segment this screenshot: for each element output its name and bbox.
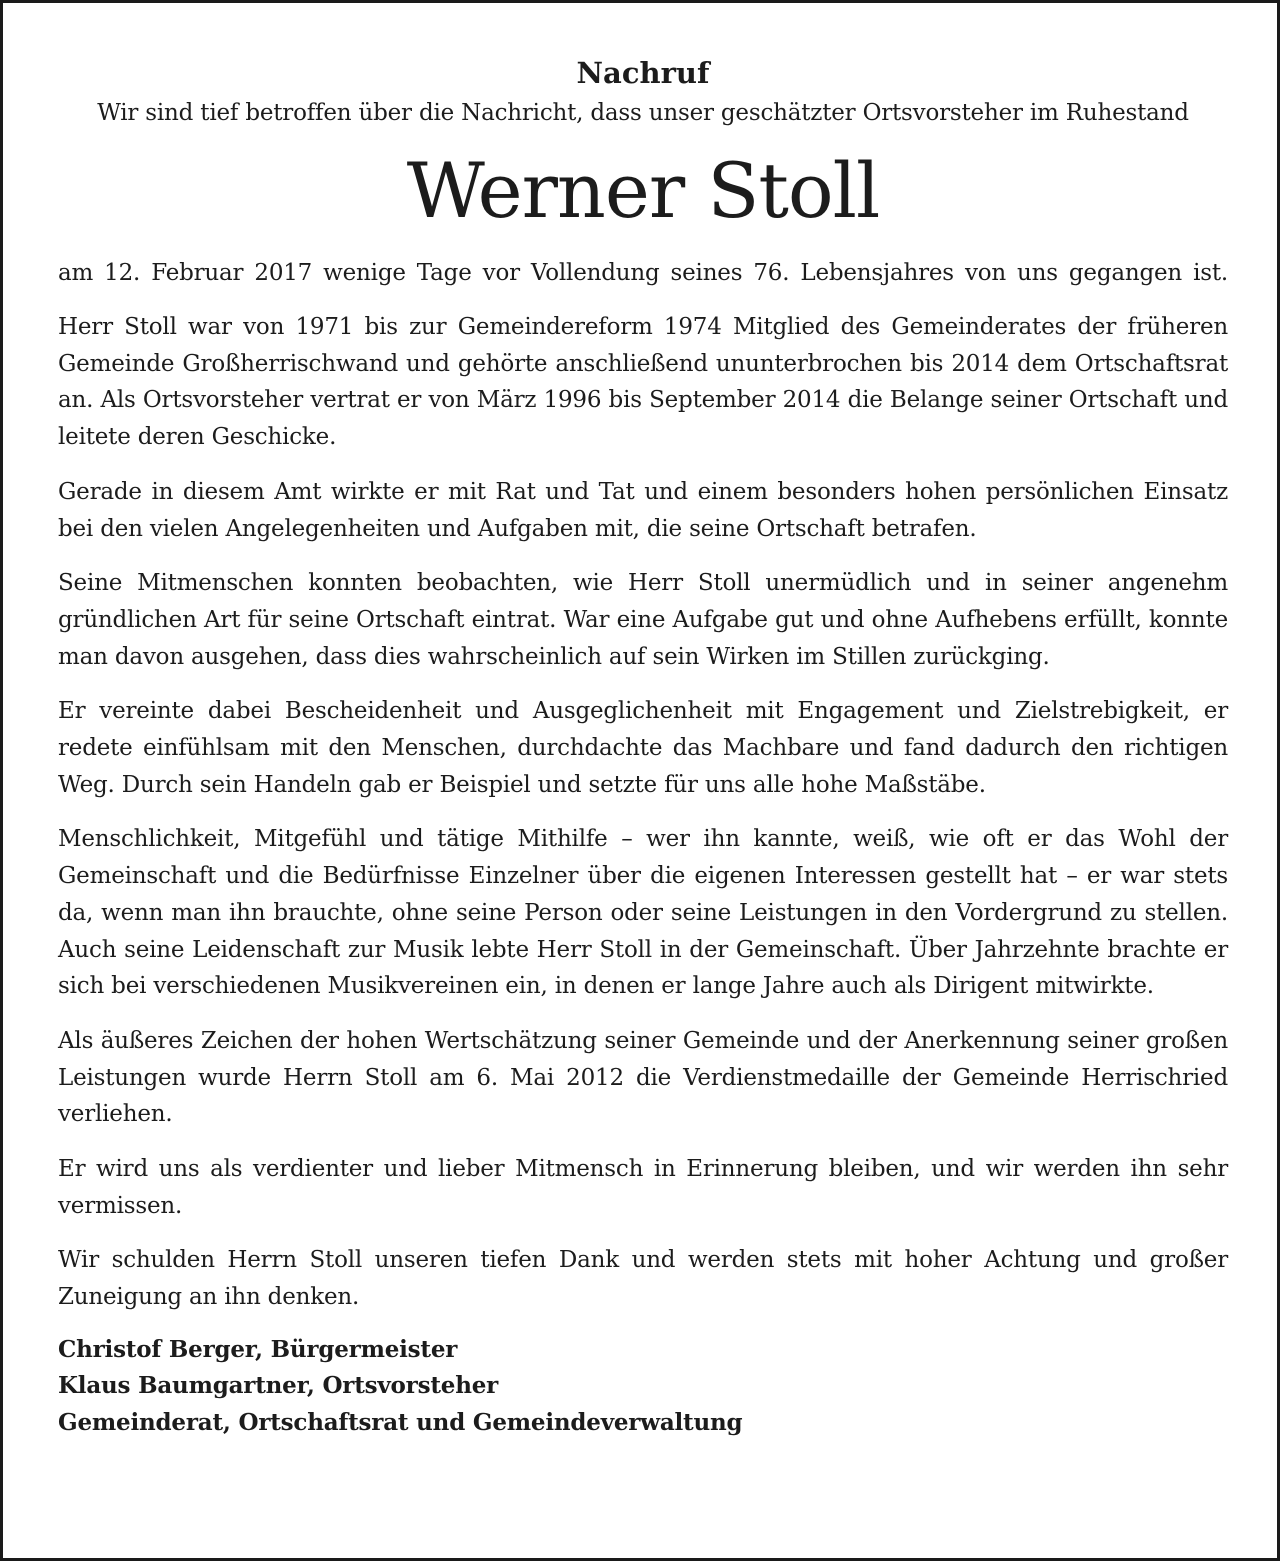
paragraph-character: Er vereinte dabei Bescheidenheit und Ausgeglichenheit mit Engagement und Zielstrebigkeit, er redete einfühlsam mit den Menschen, durchdachte das Machbare und fand dadurch den richtigen Weg. Durch sein Handeln gab er Beispiel und setzte für uns alle hohe Maßstäbe. <box>58 698 1228 798</box>
paragraph-medal: Als äußeres Zeichen der hohen Wertschätzung seiner Gemeinde und der Anerkennung seiner großen Leistungen wurde Herrn Stoll am 6. Mai 2012 die Verdienstmedaille der Gemeinde Herrischried verliehen. <box>58 1027 1228 1128</box>
signature-local-chief: Klaus Baumgartner, Ortsvorsteher <box>58 1372 499 1400</box>
signature-mayor: Christof Berger, Bürgermeister <box>58 1335 458 1363</box>
paragraph-dedication: Seine Mitmenschen konnten beobachten, wie Herr Stoll unermüdlich und in seiner angenehm gründlichen Art für seine Ortschaft eintrat. War eine Aufgabe gut und ohne Aufhebens erfüllt, konnte man davon ausgehen, dass dies wahrscheinlich auf sein Wirken im Stillen zurückging. <box>58 570 1228 670</box>
signature-councils: Gemeinderat, Ortschaftsrat und Gemeindeverwaltung <box>58 1408 743 1436</box>
obituary-content <box>58 53 1228 1441</box>
paragraph-gratitude: Wir schulden Herrn Stoll unseren tiefen Dank und werden stets mit hoher Achtung und großer Zuneigung an ihn denken. <box>58 1247 1228 1311</box>
deceased-name: Werner Stoll <box>406 146 880 235</box>
paragraph-humanity: Menschlichkeit, Mitgefühl und tätige Mithilfe – wer ihn kannte, weiß, wie oft er das Wohl der Gemeinschaft und die Bedürfnisse Einzelner über die eigenen Interessen gestellt hat – er war stets da, wenn man ihn brauchte, ohne seine Person oder seine Leistungen in den Vordergrund zu stellen. Auch seine Leidenschaft zur Musik lebte Herr Stoll in der Gemeinschaft. Über Jahrzehnte brachte er sich bei verschiedenen Musikvereinen ein, in denen er lange Jahre auch als Dirigent mitwirkte. <box>58 826 1228 1000</box>
notice-heading: Nachruf <box>576 56 710 90</box>
notice-lead: am 12. Februar 2017 wenige Tage vor Vollendung seines 76. Lebensjahres von uns gegangen ist. <box>58 260 1228 286</box>
paragraph-career: Herr Stoll war von 1971 bis zur Gemeindereform 1974 Mitglied des Gemeinderates der früheren Gemeinde Großherrischwand und gehörte anschließend ununterbrochen bis 2014 dem Ortschaftsrat an. Als Ortsvorsteher vertrat er von März 1996 bis September 2014 die Belange seiner Ortschaft und leitete deren Geschicke. <box>58 314 1228 451</box>
paragraph-office: Gerade in diesem Amt wirkte er mit Rat und Tat und einem besonders hohen persönlichen Einsatz bei den vielen Angelegenheiten und Aufgaben mit, die seine Ortschaft betrafen. <box>58 478 1228 542</box>
notice-intro: Wir sind tief betroffen über die Nachricht, dass unser geschätzter Ortsvorsteher im Ruhestand <box>97 100 1189 126</box>
signature-block <box>58 1332 1228 1442</box>
paragraph-remembrance: Er wird uns als verdienter und lieber Mitmensch in Erinnerung bleiben, und wir werden ihn sehr vermissen. <box>58 1156 1228 1219</box>
